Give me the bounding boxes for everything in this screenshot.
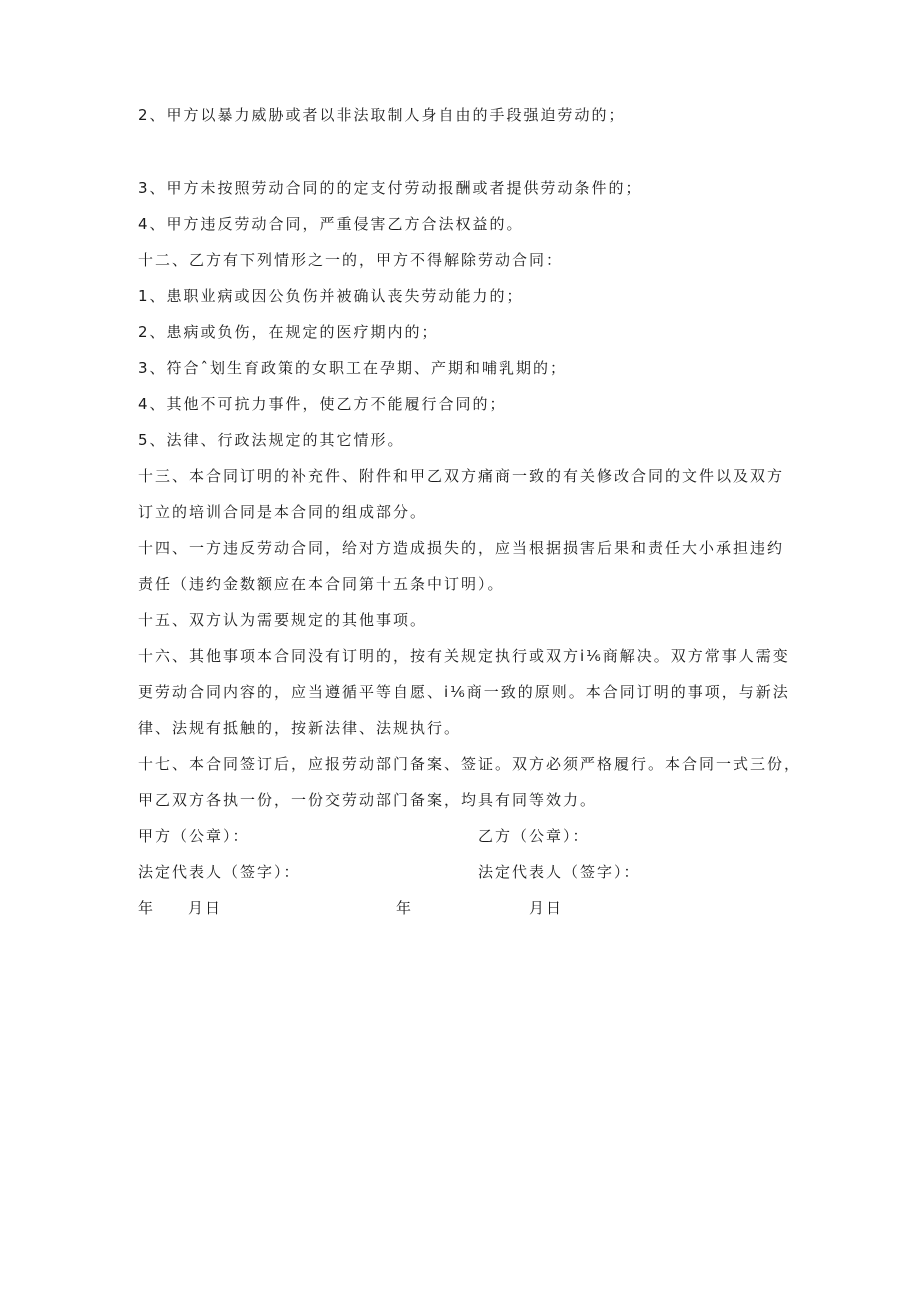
clause-line-1: 2、甲方以暴力威胁或者以非法取制人身自由的手段强迫劳动的； [138, 106, 626, 124]
clause-line-5: 1、患职业病或因公负伤并被确认丧失劳动能力的； [138, 287, 524, 305]
party-a-month-day-label: 月日 [188, 899, 223, 917]
party-a-year-label: 年 [138, 899, 156, 917]
clause-line-7: 3、符合ˆ划生育政策的女职工在孕期、产期和哺乳期的； [138, 359, 568, 377]
clause-line-13: 责任（违约金数额应在本合同第十五条中订明）。 [138, 575, 505, 593]
clause-line-10: 十三、本合同订明的补充件、附件和甲乙双方痛商一致的有关修改合同的文件以及双方 [138, 467, 785, 485]
clause-line-9: 5、法律、行政法规定的其它情形。 [138, 431, 405, 449]
clause-line-4: 十二、乙方有下列情形之一的，甲方不得解除劳动合同： [138, 251, 564, 269]
clause-line-14: 十五、双方认为需要规定的其他事项。 [138, 611, 428, 629]
clause-line-15: 十六、其他事项本合同没有订明的，按有关规定执行或双方i⅙商解决。双方常事人需变 [138, 647, 790, 665]
party-a-seal-label: 甲方（公章）： [138, 827, 250, 845]
clause-line-2: 3、甲方未按照劳动合同的的定支付劳动报酬或者提供劳动条件的； [138, 179, 643, 197]
party-b-month-day-label: 月日 [529, 899, 564, 917]
clause-line-12: 十四、一方违反劳动合同，给对方造成损失的，应当根据损害后果和责任大小承担违约 [138, 539, 785, 557]
party-b-seal-label: 乙方（公章）： [478, 827, 590, 845]
clause-line-3: 4、甲方违反劳动合同，严重侵害乙方合法权益的。 [138, 215, 524, 233]
party-b-rep-label: 法定代表人（签字）： [478, 863, 641, 881]
party-a-rep-label: 法定代表人（签字）： [138, 863, 301, 881]
clause-line-11: 订立的培训合同是本合同的组成部分。 [138, 503, 428, 521]
clause-line-6: 2、患病或负伤，在规定的医疗期内的； [138, 323, 439, 341]
clause-line-8: 4、其他不可抗力事件，使乙方不能履行合同的； [138, 395, 507, 413]
clause-line-19: 甲乙双方各执一份，一份交劳动部门备案，均具有同等效力。 [138, 791, 598, 809]
clause-line-17: 律、法规有抵触的，按新法律、法规执行。 [138, 719, 462, 737]
party-b-year-label: 年 [396, 899, 414, 917]
clause-line-16: 更劳动合同内容的，应当遵循平等自愿、i⅙商一致的原则。本合同订明的事项，与新法 [138, 683, 790, 701]
clause-line-18: 十七、本合同签订后，应报劳动部门备案、签证。双方必须严格履行。本合同一式三份， [138, 755, 802, 773]
